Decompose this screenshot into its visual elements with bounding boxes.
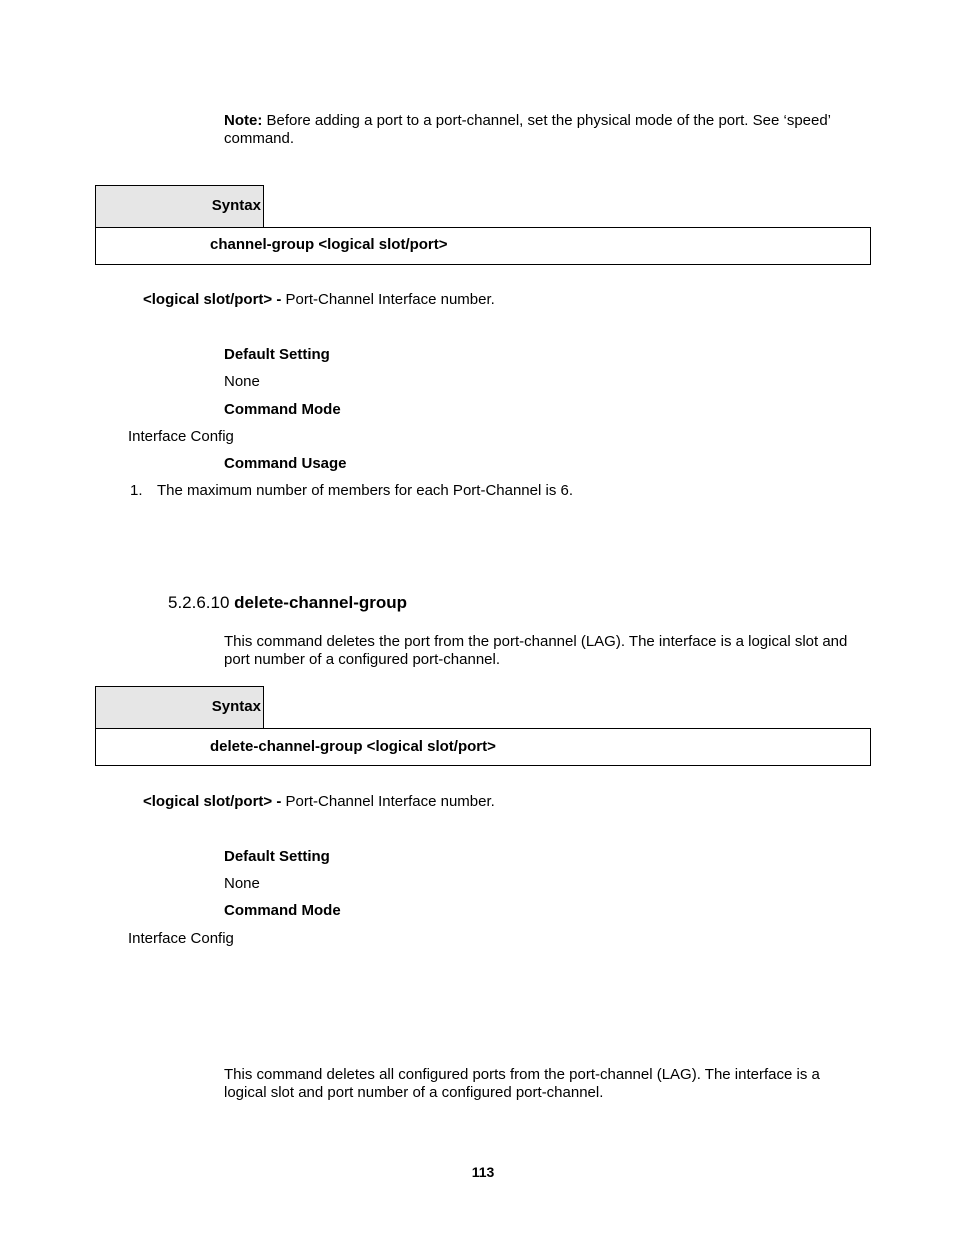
usage-item-number: 1. [130, 482, 143, 499]
command-mode-value: Interface Config [128, 930, 234, 947]
section-heading-number: 5.2.6.10 [168, 593, 235, 612]
note-paragraph [224, 112, 864, 148]
parameter-name: <logical slot/port> - [143, 793, 282, 810]
note-label: Note: [224, 112, 263, 129]
usage-list-item [130, 482, 573, 499]
note-text: Before adding a port to a port-channel, set the physical mode of the port. See ‘speed’ command. [224, 112, 831, 147]
section-description: This command deletes all configured ports from the port-channel (LAG). The interface is a logical slot and port number of a configured port-channel. [224, 1066, 820, 1101]
syntax-command: channel-group <logical slot/port> [210, 236, 448, 253]
section-description: This command deletes the port from the port-channel (LAG). The interface is a logical slot and port number of a configured port-channel. [224, 633, 848, 668]
default-setting-value: None [224, 875, 260, 892]
default-setting-label: Default Setting [224, 346, 330, 363]
usage-item-text: The maximum number of members for each Port-Channel is 6. [157, 482, 573, 499]
syntax-command-cell [95, 728, 871, 766]
parameter-description [143, 291, 495, 308]
command-mode-label: Command Mode [224, 401, 341, 418]
syntax-command-cell [95, 227, 871, 265]
default-setting-value: None [224, 373, 260, 390]
syntax-header-cell [95, 185, 264, 228]
command-mode-label: Command Mode [224, 902, 341, 919]
syntax-command: delete-channel-group <logical slot/port> [210, 738, 496, 755]
parameter-text: Port-Channel Interface number. [281, 291, 495, 308]
syntax-label: Syntax [211, 698, 261, 715]
default-setting-label: Default Setting [224, 848, 330, 865]
section-heading [168, 593, 407, 613]
syntax-header-cell [95, 686, 264, 729]
command-usage-label: Command Usage [224, 455, 347, 472]
section-heading-title: delete-channel-group [234, 593, 408, 612]
command-mode-value: Interface Config [128, 428, 234, 445]
syntax-label: Syntax [211, 197, 261, 214]
parameter-description [143, 793, 495, 810]
parameter-text: Port-Channel Interface number. [281, 793, 495, 810]
parameter-name: <logical slot/port> - [143, 291, 282, 308]
page-number: 113 [471, 1164, 495, 1180]
